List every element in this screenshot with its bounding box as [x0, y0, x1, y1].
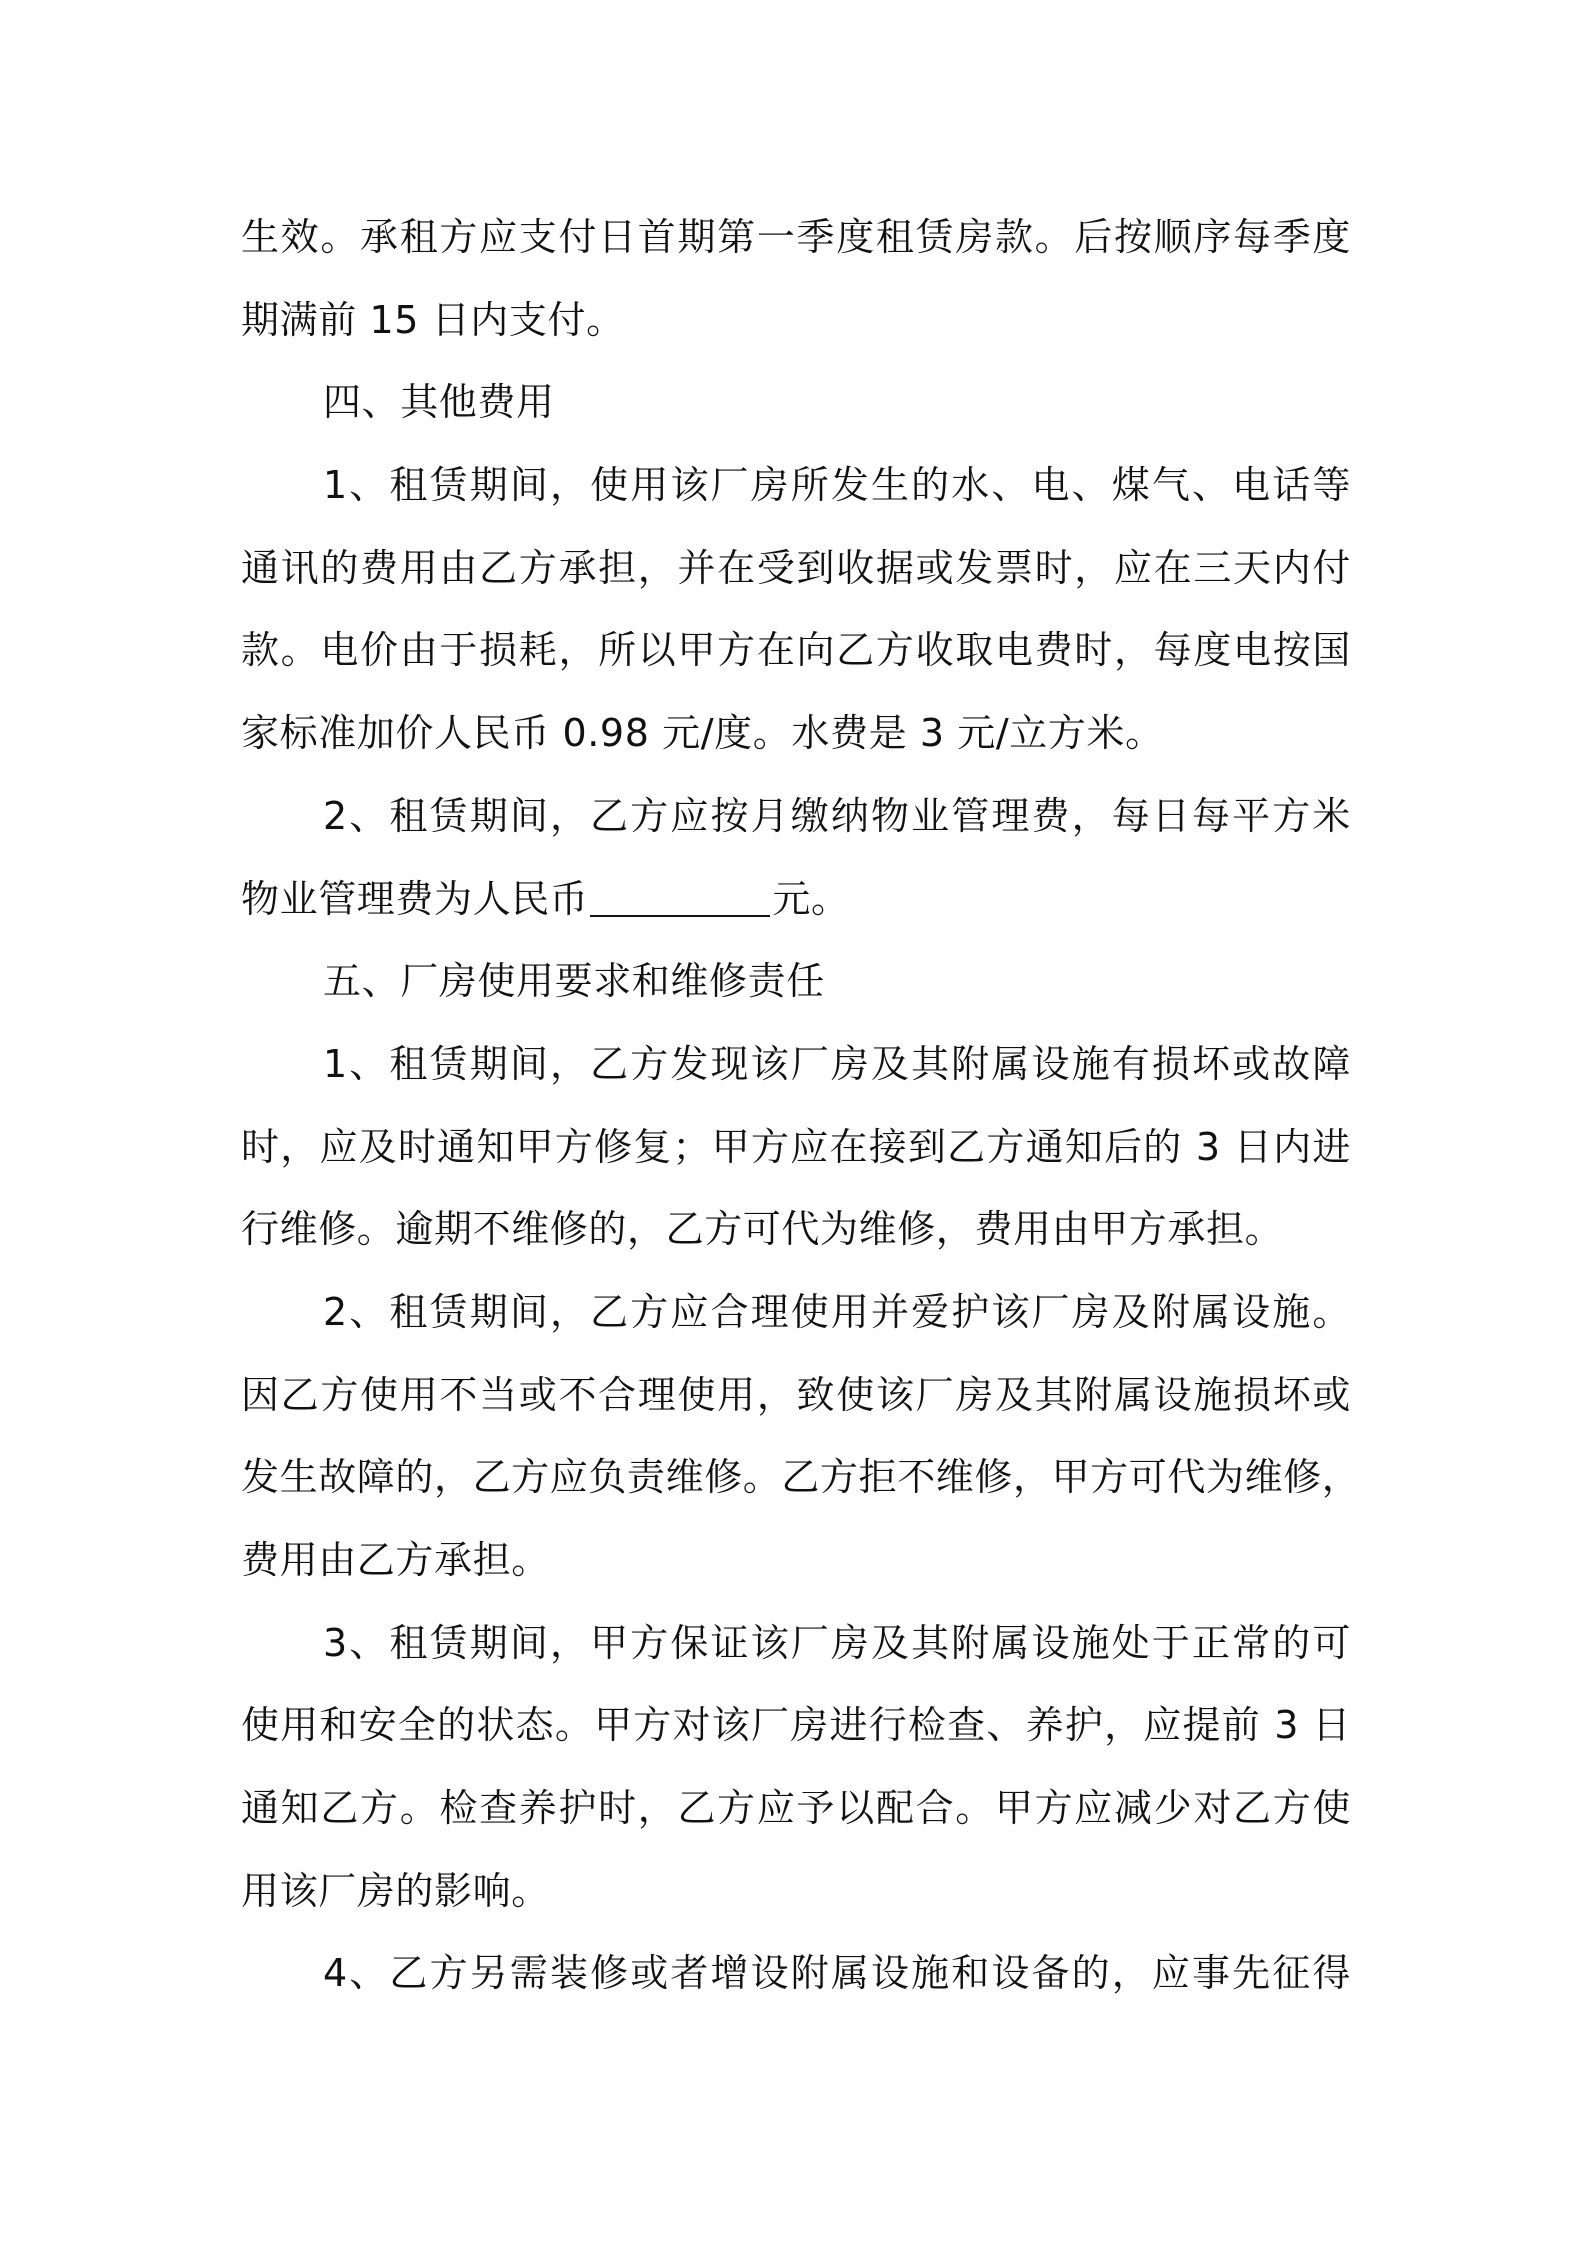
text-line: 行维修。逾期不维修的，乙方可代为维修，费用由甲方承担。: [241, 1207, 1284, 1252]
text-fragment: 物业管理费为人民币: [241, 876, 589, 921]
section-heading-other-fees: 四、其他费用: [323, 380, 555, 425]
document-body: [241, 196, 1361, 2015]
text-line: 通知乙方。检查养护时，乙方应予以配合。甲方应减少对乙方使: [241, 1786, 1351, 1831]
text-line: 因乙方使用不当或不合理使用，致使该厂房及其附属设施损坏或: [241, 1372, 1351, 1417]
text-line: 1、租赁期间，使用该厂房所发生的水、电、煤气、电话等: [323, 463, 1351, 508]
fill-in-blank: [590, 885, 770, 917]
section-heading-usage-and-repair: 五、厂房使用要求和维修责任: [323, 959, 825, 1004]
text-line: 1、租赁期间，乙方发现该厂房及其附属设施有损坏或故障: [323, 1041, 1351, 1086]
text-line-with-blank: [241, 858, 1351, 941]
text-line: 用该厂房的影响。: [241, 1868, 550, 1913]
text-line: 4、乙方另需装修或者增设附属设施和设备的，应事先征得: [323, 1951, 1351, 1996]
text-line: 2、租赁期间，乙方应合理使用并爱护该厂房及附属设施。: [323, 1289, 1351, 1334]
text-line: 家标准加价人民币 0.98 元/度。水费是 3 元/立方米。: [241, 711, 1164, 756]
text-fragment: 元。: [772, 876, 850, 921]
text-line: 款。电价由于损耗，所以甲方在向乙方收取电费时，每度电按国: [241, 628, 1351, 673]
text-line: 费用由乙方承担。: [241, 1538, 550, 1582]
text-line: 2、租赁期间，乙方应按月缴纳物业管理费，每日每平方米: [323, 793, 1351, 838]
text-line: 发生故障的，乙方应负责维修。乙方拒不维修，甲方可代为维修，: [241, 1455, 1361, 1500]
text-line: 期满前 15 日内支付。: [241, 297, 625, 342]
text-line: 时，应及时通知甲方修复；甲方应在接到乙方通知后的 3 日内进: [241, 1124, 1351, 1169]
text-line: 使用和安全的状态。甲方对该厂房进行检查、养护，应提前 3 日: [241, 1703, 1351, 1748]
text-line: 通讯的费用由乙方承担，并在受到收据或发票时，应在三天内付: [241, 545, 1351, 590]
text-line: 3、租赁期间，甲方保证该厂房及其附属设施处于正常的可: [323, 1620, 1351, 1665]
text-line: 生效。承租方应支付日首期第一季度租赁房款。后按顺序每季度: [241, 215, 1351, 259]
